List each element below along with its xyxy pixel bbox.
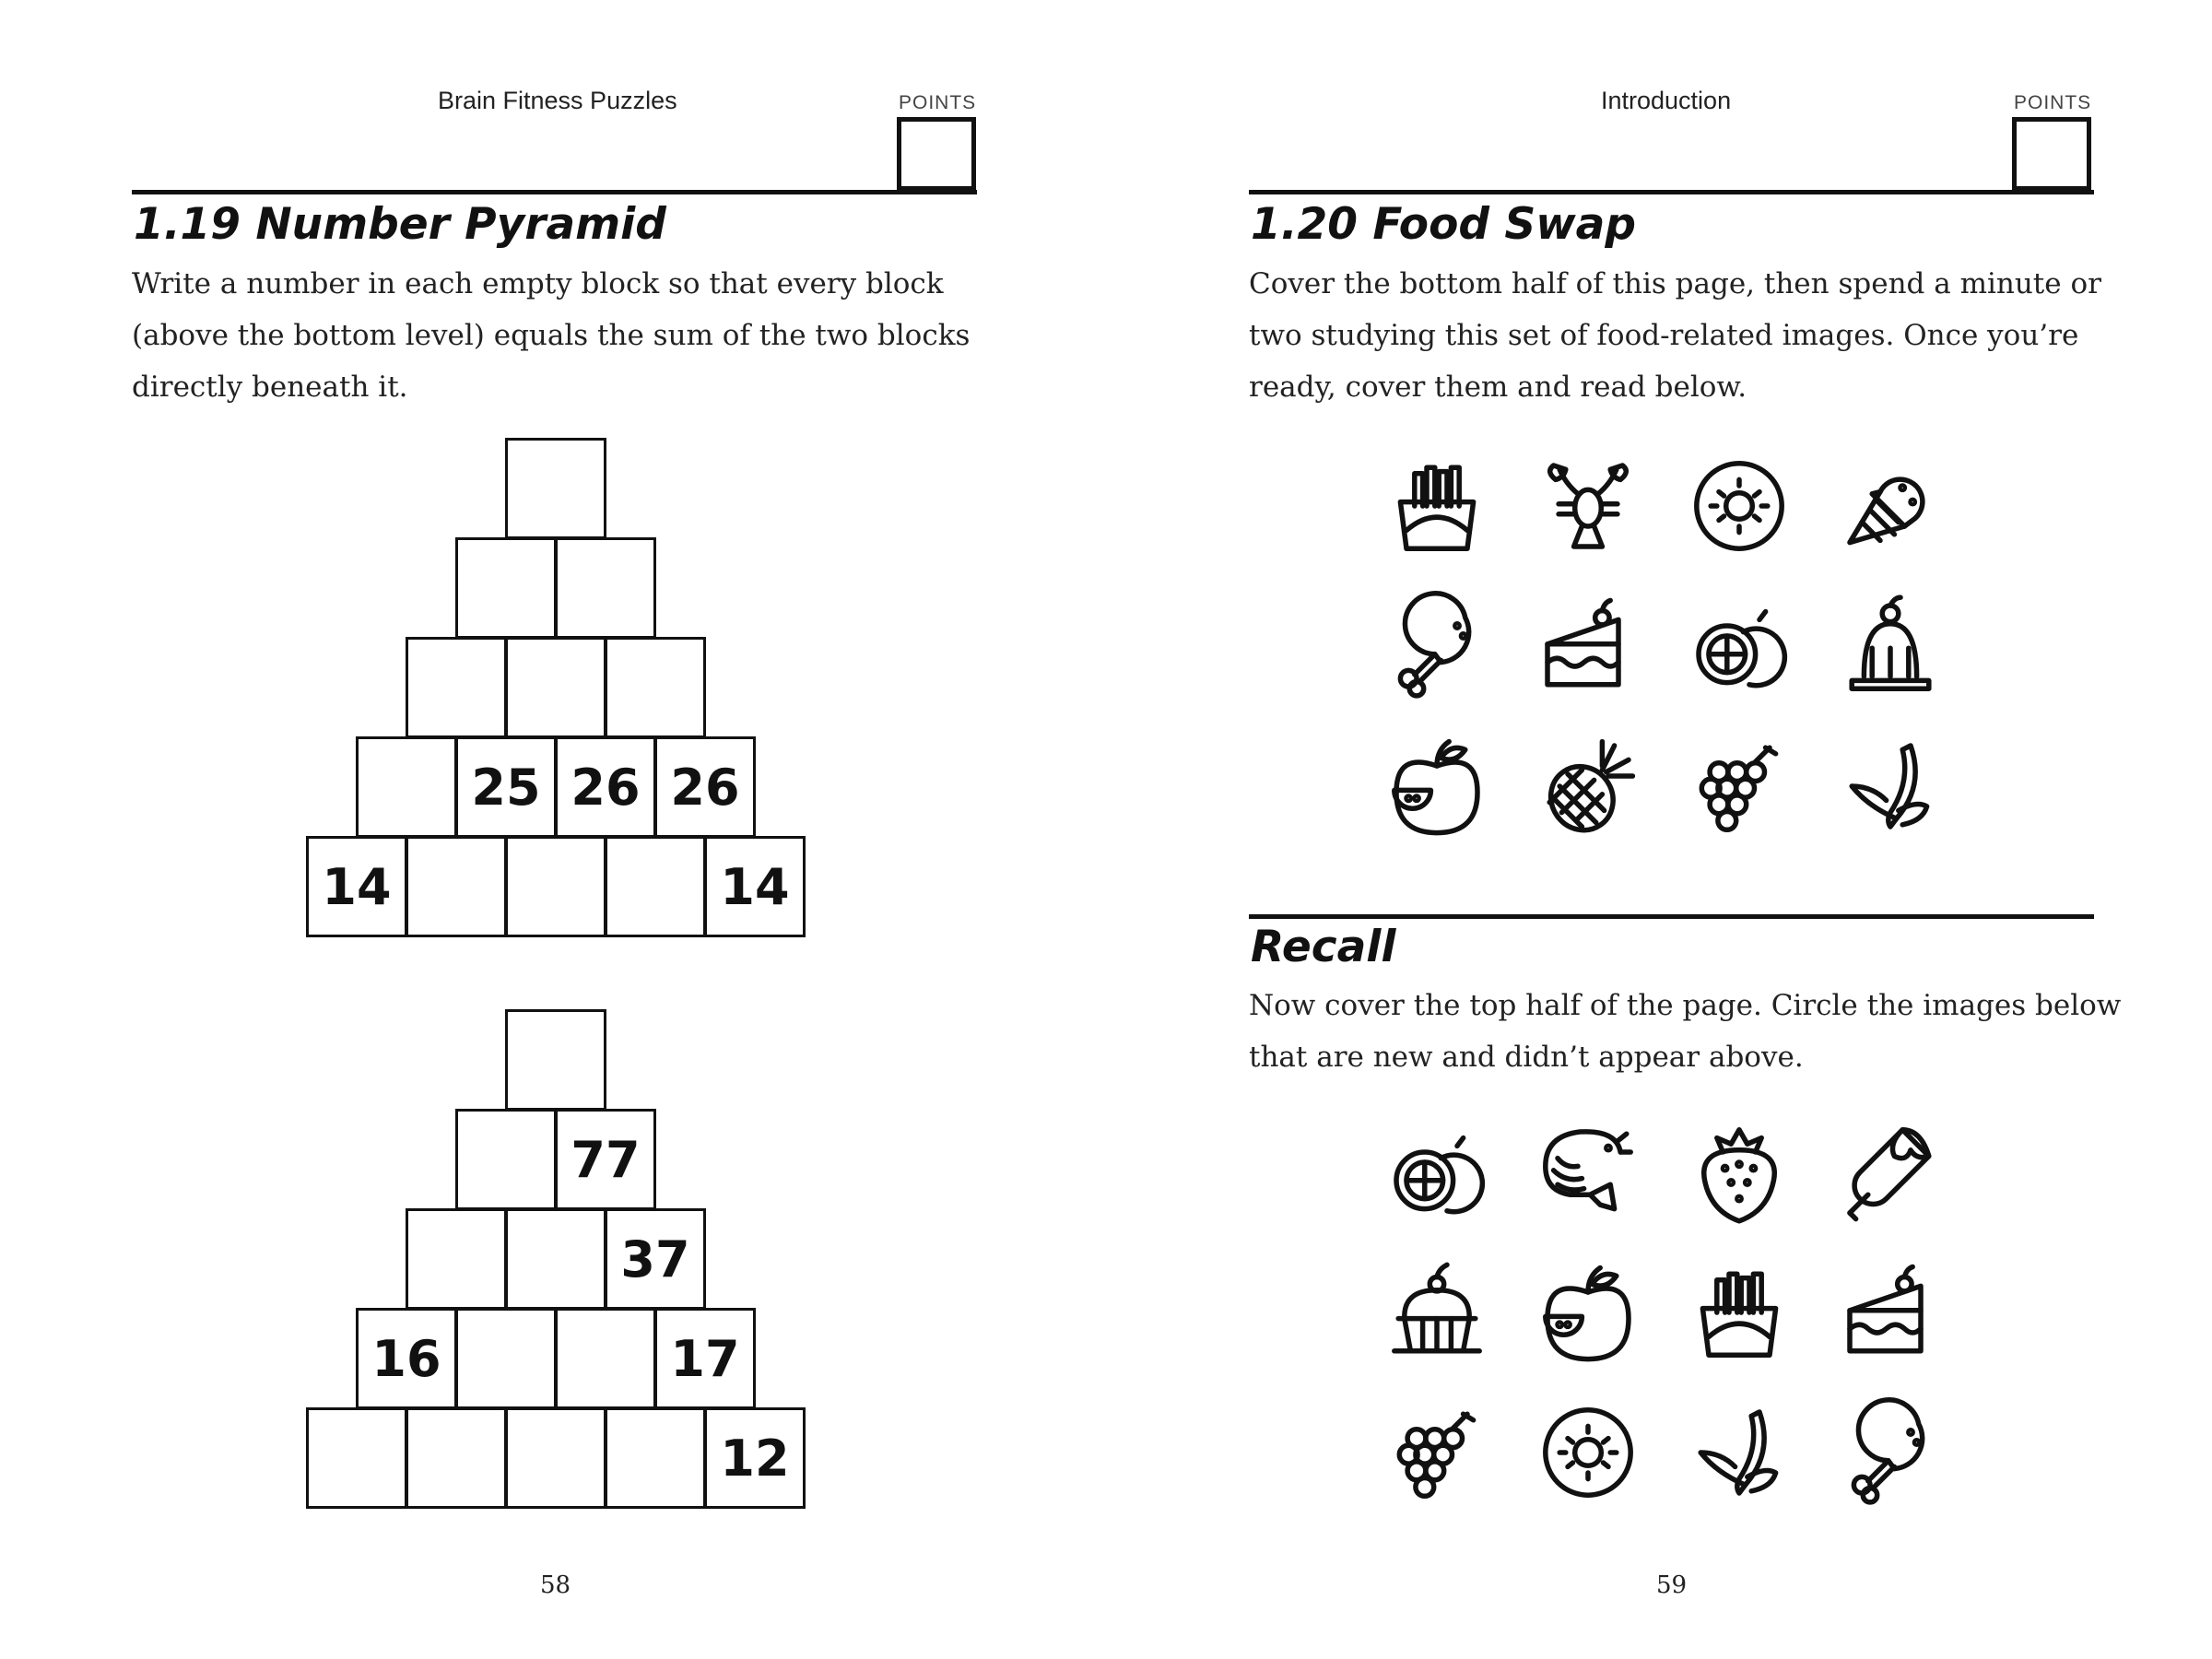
pyramid-block[interactable]: 14 xyxy=(306,836,407,937)
donut-icon[interactable] xyxy=(1688,455,1790,557)
pyramid-block[interactable] xyxy=(455,1308,557,1409)
ice-cream-cone-icon[interactable] xyxy=(1840,455,1941,557)
recall-title: Recall xyxy=(1251,922,1396,972)
running-head: Brain Fitness Puzzles xyxy=(438,87,677,114)
pyramid-block[interactable] xyxy=(505,1407,606,1509)
pyramid-block[interactable]: 25 xyxy=(455,736,557,838)
apple-icon[interactable] xyxy=(1386,735,1488,837)
pyramid-block[interactable]: 26 xyxy=(555,736,656,838)
lemon-icon[interactable] xyxy=(1688,595,1790,697)
instructions-line: that are new and didn’t appear above. xyxy=(1249,1041,1804,1074)
grapes-icon[interactable] xyxy=(1386,1402,1488,1503)
instructions-line: Cover the bottom half of this page, then spend a minute or xyxy=(1249,267,2101,300)
cake-slice-icon[interactable] xyxy=(1537,595,1639,697)
pyramid-block[interactable] xyxy=(505,1208,606,1310)
pyramid-block[interactable] xyxy=(555,1308,656,1409)
french-fries-icon[interactable] xyxy=(1688,1262,1790,1363)
cake-slice-icon[interactable] xyxy=(1840,1262,1941,1363)
pyramid-block[interactable] xyxy=(356,736,457,838)
donut-icon[interactable] xyxy=(1537,1402,1639,1503)
instructions-line: directly beneath it. xyxy=(132,371,408,404)
pyramid-block[interactable] xyxy=(455,1109,557,1210)
page-number: 58 xyxy=(540,1571,571,1599)
instructions xyxy=(1249,258,2101,413)
ice-pop-icon[interactable] xyxy=(1840,1122,1941,1223)
right-page xyxy=(1106,0,2212,1659)
pyramid-block[interactable]: 17 xyxy=(654,1308,756,1409)
shrimp-icon[interactable] xyxy=(1537,1122,1639,1223)
pyramid-block[interactable] xyxy=(555,537,656,639)
pyramid-block[interactable]: 26 xyxy=(654,736,756,838)
instructions-line: Write a number in each empty block so that every block xyxy=(132,267,944,300)
header-rule xyxy=(1249,190,2094,194)
pyramid-block[interactable] xyxy=(406,836,507,937)
pyramid-block[interactable] xyxy=(406,1407,507,1509)
pyramid-block[interactable]: 77 xyxy=(555,1109,656,1210)
lobster-icon[interactable] xyxy=(1537,455,1639,557)
pyramid-block[interactable] xyxy=(605,637,706,738)
instructions-line: two studying this set of food-related images. Once you’re xyxy=(1249,319,2079,352)
header-rule xyxy=(132,190,977,194)
jelly-pudding-icon[interactable] xyxy=(1840,595,1941,697)
points-box[interactable] xyxy=(897,117,976,191)
french-fries-icon[interactable] xyxy=(1386,455,1488,557)
banana-icon[interactable] xyxy=(1688,1402,1790,1503)
pyramid-block[interactable]: 12 xyxy=(704,1407,806,1509)
pineapple-icon[interactable] xyxy=(1537,735,1639,837)
pyramid-block[interactable] xyxy=(455,537,557,639)
points-label: POINTS xyxy=(899,92,977,113)
puzzle-title: 1.19 Number Pyramid xyxy=(134,199,666,250)
running-head: Introduction xyxy=(1601,87,1732,114)
pyramid-block[interactable] xyxy=(406,637,507,738)
apple-icon[interactable] xyxy=(1537,1262,1639,1363)
recall-instructions xyxy=(1249,980,2121,1083)
instructions-line: Now cover the top half of the page. Circle the images below xyxy=(1249,989,2122,1022)
pyramid-block[interactable] xyxy=(505,836,606,937)
recall-rule xyxy=(1249,914,2094,919)
pyramid-block[interactable] xyxy=(605,836,706,937)
pyramid-block[interactable]: 14 xyxy=(704,836,806,937)
instructions-line: (above the bottom level) equals the sum of the two blocks xyxy=(132,319,971,352)
pyramid-block[interactable] xyxy=(406,1208,507,1310)
grapes-icon[interactable] xyxy=(1688,735,1790,837)
pyramid-block[interactable] xyxy=(505,637,606,738)
strawberry-icon[interactable] xyxy=(1688,1122,1790,1223)
pyramid-block[interactable] xyxy=(306,1407,407,1509)
lemon-icon[interactable] xyxy=(1386,1122,1488,1223)
pyramid-block[interactable] xyxy=(605,1407,706,1509)
instructions-line: ready, cover them and read below. xyxy=(1249,371,1747,404)
points-box[interactable] xyxy=(2012,117,2091,191)
pyramid-block[interactable] xyxy=(505,438,606,539)
cupcake-icon[interactable] xyxy=(1386,1262,1488,1363)
pyramid-block[interactable]: 16 xyxy=(356,1308,457,1409)
pyramid-block[interactable]: 37 xyxy=(605,1208,706,1310)
chicken-drumstick-icon[interactable] xyxy=(1840,1402,1941,1503)
banana-icon[interactable] xyxy=(1840,735,1941,837)
instructions xyxy=(132,258,970,413)
chicken-drumstick-icon[interactable] xyxy=(1386,595,1488,697)
puzzle-title: 1.20 Food Swap xyxy=(1251,199,1636,250)
page-number: 59 xyxy=(1656,1571,1688,1599)
pyramid-block[interactable] xyxy=(505,1009,606,1111)
points-label: POINTS xyxy=(2014,92,2092,113)
